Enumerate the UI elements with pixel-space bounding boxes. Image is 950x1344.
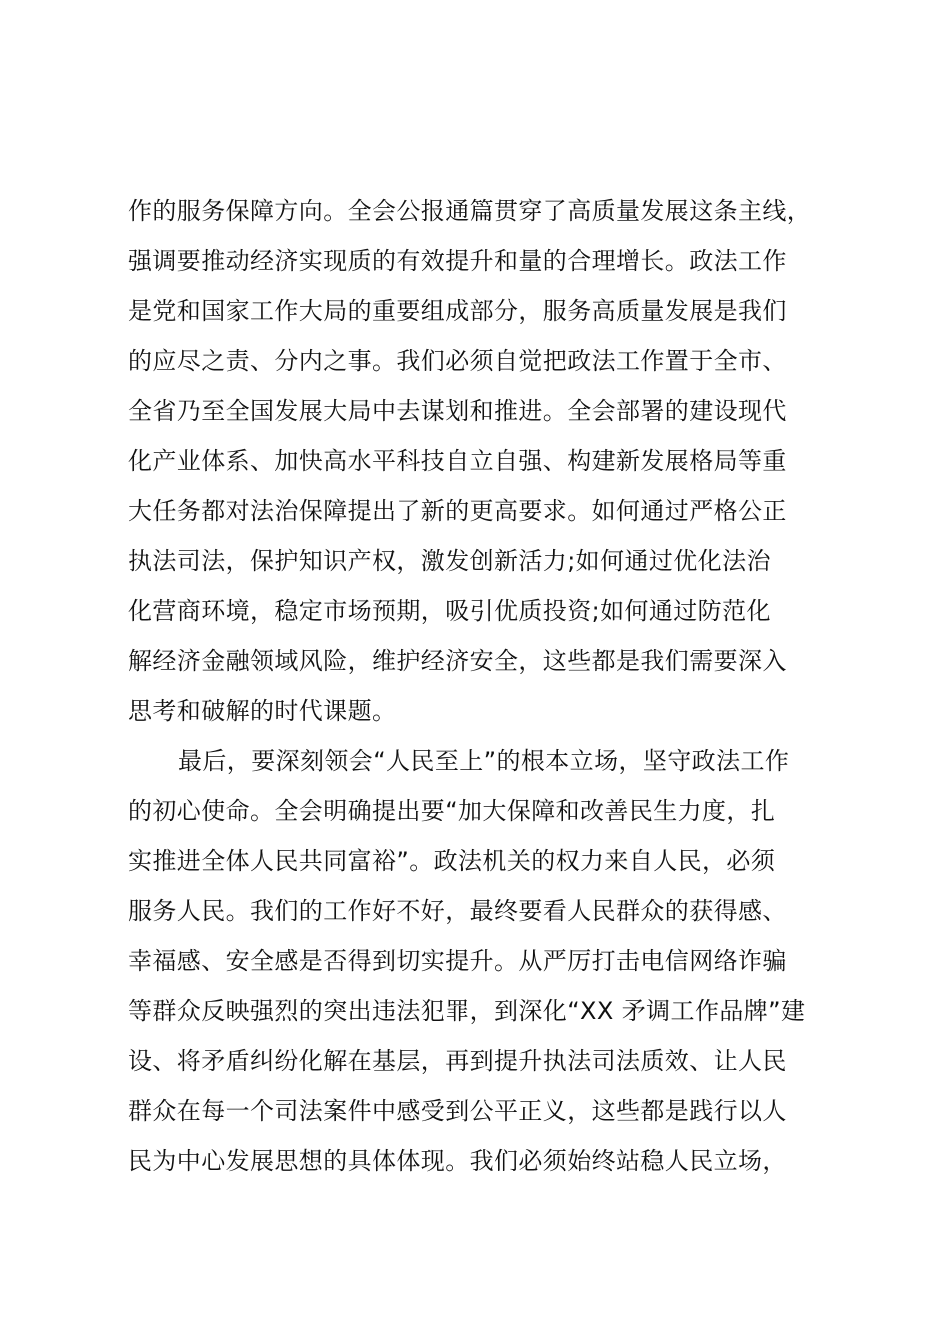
text-line: 群众在每一个司法案件中感受到公平正义，这些都是践行以人	[128, 1097, 787, 1125]
text-line: 化营商环境，稳定市场预期，吸引优质投资;如何通过防范化	[128, 597, 771, 625]
text-line: 化产业体系、加快高水平科技自立自强、构建新发展格局等重	[128, 447, 787, 475]
text-line: 实推进全体人民共同富裕”。政法机关的权力来自人民，必须	[128, 847, 776, 875]
text-line: 服务人民。我们的工作好不好，最终要看人民群众的获得感、	[128, 897, 787, 925]
document-body	[128, 186, 828, 1186]
text-line: 的初心使命。全会明确提出要“加大保障和改善民生力度，扎	[128, 797, 776, 825]
text-line: 等群众反映强烈的突出违法犯罪，到深化“XX 矛调工作品牌”建	[128, 997, 806, 1025]
text-line: 大任务都对法治保障提出了新的更高要求。如何通过严格公正	[128, 497, 787, 525]
text-line: 的应尽之责、分内之事。我们必须自觉把政法工作置于全市、	[128, 347, 787, 375]
text-line: 执法司法，保护知识产权，激发创新活力;如何通过优化法治	[128, 547, 771, 575]
text-line: 设、将矛盾纠纷化解在基层，再到提升执法司法质效、让人民	[128, 1047, 787, 1075]
text-line: 解经济金融领域风险，维护经济安全，这些都是我们需要深入	[128, 647, 787, 675]
paragraph-start-line: 最后，要深刻领会“人民至上”的根本立场，坚守政法工作	[178, 747, 790, 775]
text-line: 强调要推动经济实现质的有效提升和量的合理增长。政法工作	[128, 247, 787, 275]
text-line: 作的服务保障方向。全会公报通篇贯穿了高质量发展这条主线，	[128, 197, 812, 225]
text-line: 民为中心发展思想的具体体现。我们必须始终站稳人民立场，	[128, 1147, 787, 1175]
text-line: 幸福感、安全感是否得到切实提升。从严厉打击电信网络诈骗	[128, 947, 787, 975]
text-line: 是党和国家工作大局的重要组成部分，服务高质量发展是我们	[128, 297, 787, 325]
text-line: 思考和破解的时代课题。	[128, 697, 397, 725]
text-line: 全省乃至全国发展大局中去谋划和推进。全会部署的建设现代	[128, 397, 787, 425]
